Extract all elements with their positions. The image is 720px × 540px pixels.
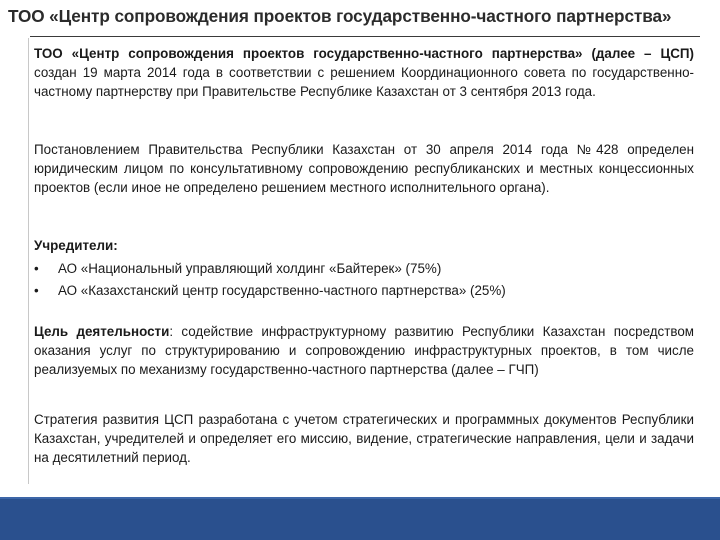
organization-name: ТОО «Центр сопровождения проектов государственно-частного партнерства» (далее – ЦСП)	[34, 46, 694, 61]
intro-text: создан 19 марта 2014 года в соответствии с решением Координационного совета по государственно-частному партнерству при Правительстве Республике Казахстан от 3 сентября 2013 года.	[34, 65, 694, 99]
list-item	[34, 259, 694, 278]
bullet-icon: •	[34, 261, 39, 276]
founder-text: АО «Национальный управляющий холдинг «Байтерек» (75%)	[58, 261, 442, 276]
content-left-border	[28, 38, 29, 484]
footer-stripe	[0, 497, 720, 499]
intro-paragraph	[34, 44, 694, 101]
footer-bar	[0, 497, 720, 540]
founders-heading: Учредители:	[34, 238, 118, 253]
resolution-paragraph	[34, 140, 694, 197]
goal-text: : содействие инфраструктурному развитию Республики Казахстан посредством оказания услуг по структурированию и сопровождению инфраструктурных проектов, в том числе реализуемых по механизму государственно-частного партнерства (далее – ГЧП)	[34, 324, 694, 377]
bullet-icon: •	[34, 283, 39, 298]
strategy-paragraph	[34, 410, 694, 467]
title-divider	[30, 36, 700, 37]
resolution-text: Постановлением Правительства Республики Казахстан от 30 апреля 2014 года №428 определен юридическим лицом по консультативному сопровождению республиканских и местных концессионных проектов (если иное не определено решением местного исполнительного органа).	[34, 142, 694, 195]
founder-text: АО «Казахстанский центр государственно-частного партнерства» (25%)	[58, 283, 506, 298]
goal-label: Цель деятельности	[34, 324, 170, 339]
list-item	[34, 281, 694, 300]
strategy-text: Стратегия развития ЦСП разработана с учетом стратегических и программных документов Республики Казахстан, учредителей и определяет его миссию, видение, стратегические направления, цели и задачи на десятилетний период.	[34, 412, 694, 465]
goal-paragraph	[34, 322, 694, 379]
founders-list	[34, 259, 694, 300]
founders-section	[34, 236, 694, 303]
slide-title: ТОО «Центр сопровождения проектов государственно-частного партнерства»	[8, 6, 672, 26]
